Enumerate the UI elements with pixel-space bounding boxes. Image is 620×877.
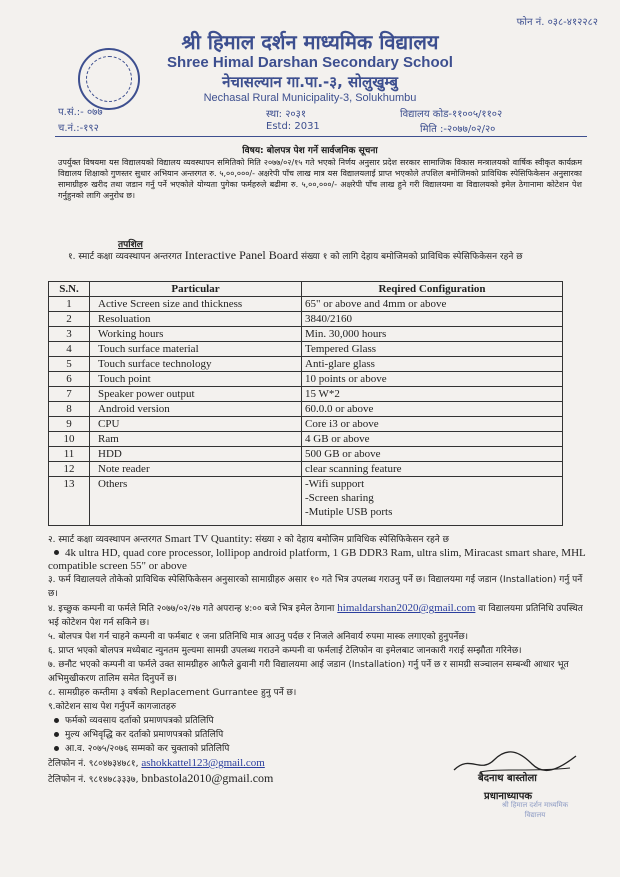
row-config: 60.0.0 or above	[302, 402, 563, 417]
established-en: Estd: 2031	[266, 121, 320, 132]
row-config: Core i3 or above	[302, 417, 563, 432]
row-particular: HDD	[90, 447, 302, 462]
item1-prefix: १. स्मार्ट कक्षा व्यवस्थापन अन्तरगत	[68, 252, 182, 262]
row-sn: 12	[49, 462, 90, 477]
note-4-text: ४. इच्छुक कम्पनी वा फर्मले मिति २०७७/०२/२७ गते अपरान्ह ४:०० बजे भित्र इमेल ठेगाना	[48, 604, 335, 614]
row-config: 10 points or above	[302, 372, 563, 387]
item1-suffix: संख्या १ को लागि देहाय बमोजिमको प्राविधिक स्पेसिफिकेसन रहने छ	[300, 252, 523, 262]
contact-1-phone: टेलिफोन नं. ९८०४७३४७८१,	[48, 759, 139, 769]
table-row	[49, 372, 563, 387]
list-item	[48, 728, 588, 742]
doc-item: आ.व. २०७५/२०७६ सम्मको कर चुक्ताको प्रतिलिपि	[65, 744, 230, 754]
row-config: 15 W*2	[302, 387, 563, 402]
contact-1-email-link[interactable]: ashokkattel123@gmail.com	[141, 757, 265, 769]
row-sn: 3	[49, 327, 90, 342]
bullet-icon	[54, 732, 59, 737]
row-particular: Ram	[90, 432, 302, 447]
school-stamp	[488, 800, 582, 830]
row-config: 4 GB or above	[302, 432, 563, 447]
school-name-ne: श्री हिमाल दर्शन माध्यमिक विद्यालय	[181, 30, 439, 54]
school-address-en: Nechasal Rural Municipality-3, Solukhumbu	[203, 92, 417, 104]
table-row	[49, 297, 563, 312]
table-row	[49, 327, 563, 342]
contact-2-phone: टेलिफोन नं. ९८१४७८३३३७,	[48, 775, 139, 785]
row-config: 500 GB or above	[302, 447, 563, 462]
row-config	[302, 477, 563, 526]
row-sn: 13	[49, 477, 90, 526]
row-particular: Speaker power output	[90, 387, 302, 402]
row-particular: Touch point	[90, 372, 302, 387]
table-row	[49, 432, 563, 447]
established-ne: स्था: २०३१	[266, 109, 307, 120]
stamp-line-2: विद्यालय	[524, 811, 546, 819]
table-row	[49, 447, 563, 462]
header-config: Reqired Configuration	[302, 282, 563, 297]
stamp-line-1: श्री हिमाल दर्शन माध्यमिक	[501, 801, 569, 809]
row-config: Min. 30,000 hours	[302, 327, 563, 342]
item1-description	[68, 248, 588, 264]
note-3: ३. फर्म विद्यालयले तोकेको प्राविधिक स्पेसिफिकेसन अनुसारको सामाग्रीहरु असार १० गते भित्र उपलब्ध गराउनु पर्ने छ। विद्यालयमा गई जडान (Installation) गर्नु पर्ने छ।	[48, 575, 583, 599]
table-row	[49, 312, 563, 327]
school-address-ne: नेचासल्यान गा.पा.-३, सोलुखुम्बु	[222, 73, 398, 91]
row-sn: 4	[49, 342, 90, 357]
note-2-spec	[48, 547, 588, 573]
config-line: -Wifi support	[305, 478, 365, 490]
note-4-rest: वा विद्यालयमा प्रतिनिधि उपस्थित भई कोटेशन पेश गर्न सकिने छ।	[48, 604, 583, 628]
row-sn: 5	[49, 357, 90, 372]
row-sn: 6	[49, 372, 90, 387]
notice-date: मिति :-२०७७/०२/२०	[420, 124, 496, 135]
note-5: ५. बोलपत्र पेश गर्न चाहने कम्पनी वा फर्मबाट १ जना प्रतिनिधि मात्र आउनु पर्दछ र निजले अनिवार्य रुपमा मास्क लगाएको हुनुपर्नेछ।	[48, 632, 469, 642]
row-particular: Resoluation	[90, 312, 302, 327]
row-particular: Working hours	[90, 327, 302, 342]
doc-item: मुल्य अभिवृद्धि कर दर्ताको प्रमाणपत्रको प्रतिलिपि	[65, 730, 224, 740]
details-heading: तपशिल	[118, 240, 143, 250]
table-row	[49, 402, 563, 417]
row-sn: 9	[49, 417, 90, 432]
note-4	[48, 601, 588, 630]
note-6: ६. प्राप्त भएको बोलपत्र मध्येबाट न्युनतम मुल्यमा सामग्री उपलब्ध गराउने कम्पनी वा फर्मलाई टेलिफोन वा इमेलबाट जानकारी गराई सम्झौता गरिनेछ।	[48, 646, 522, 656]
row-sn: 11	[49, 447, 90, 462]
note-2-prefix: २. स्मार्ट कक्षा व्यवस्थापन अन्तरगत	[48, 535, 162, 545]
row-particular: Active Screen size and thickness	[90, 297, 302, 312]
bullet-icon	[54, 550, 59, 555]
bullet-icon	[54, 746, 59, 751]
note-7: ७. छनौट भएको कम्पनी वा फर्मले उक्त सामग्रीहरु आफैले ढुवानी गरी विद्यालयमा आई जडान (Installation) गर्नु पर्ने छ र सामग्री सञ्चालन सम्बन्धी आधार भूत अभिमुखीकरण तालिम समेत दिनुपर्ने छ।	[48, 660, 569, 684]
row-config: Tempered Glass	[302, 342, 563, 357]
row-config: 65" or above and 4mm or above	[302, 297, 563, 312]
school-name-en: Shree Himal Darshan Secondary School	[167, 54, 453, 71]
row-sn: 2	[49, 312, 90, 327]
row-particular: Android version	[90, 402, 302, 417]
note-2-name: Smart TV Quantity:	[164, 533, 253, 545]
note-9: ९.कोटेशन साथ पेश गर्नुपर्ने कागजातहरु	[48, 702, 177, 712]
table-row	[49, 357, 563, 372]
letter-number: प.सं.:- ०७७	[58, 107, 103, 118]
header-particular: Particular	[90, 282, 302, 297]
row-particular: Touch surface material	[90, 342, 302, 357]
school-code: विद्यालय कोड-११००५/११०२	[400, 109, 503, 120]
bullet-icon	[54, 718, 59, 723]
item1-name: Interactive Panel Board	[184, 248, 299, 262]
school-phone: फोन नं. ०३८-४१२२८२	[516, 17, 598, 28]
contact-2-email[interactable]: bnbastola2010@gmail.com	[141, 771, 274, 785]
row-config: clear scanning feature	[302, 462, 563, 477]
row-particular: Note reader	[90, 462, 302, 477]
signatory-name: बैदनाथ बास्तोला	[478, 773, 537, 784]
header-divider	[55, 136, 587, 137]
table-row	[49, 477, 563, 526]
header-sn: S.N.	[49, 282, 90, 297]
row-sn: 8	[49, 402, 90, 417]
note-2	[48, 532, 588, 547]
doc-item: फर्मको व्यवसाय दर्ताको प्रमाणपत्रको प्रतिलिपि	[65, 716, 214, 726]
row-particular: Touch surface technology	[90, 357, 302, 372]
school-email-link[interactable]: himaldarshan2020@gmail.com	[337, 602, 476, 614]
note-2-suffix: संख्या २ को देहाय बमोजिम प्राविधिक स्पेसिफिकेसन रहने छ	[255, 535, 449, 545]
table-row	[49, 462, 563, 477]
note-2-spec-text: 4k ultra HD, quad core processor, lollipop android platform, 1 GB DDR3 Ram, ultra slim, Miracast smart share, MHL compatible screen 55" or above	[48, 547, 586, 572]
row-config: Anti-glare glass	[302, 357, 563, 372]
note-8: ८. सामग्रीहरु कम्तीमा ३ वर्षको Replacement Gurrantee हुनु पर्ने छ।	[48, 688, 297, 698]
row-config: 3840/2160	[302, 312, 563, 327]
row-sn: 10	[49, 432, 90, 447]
config-line: -Mutiple USB ports	[305, 506, 393, 518]
table-header-row	[49, 282, 563, 297]
row-particular: CPU	[90, 417, 302, 432]
spec-table	[48, 281, 563, 526]
table-row	[49, 342, 563, 357]
config-line: -Screen sharing	[305, 492, 374, 504]
row-particular: Others	[90, 477, 302, 526]
table-row	[49, 387, 563, 402]
row-sn: 1	[49, 297, 90, 312]
signatory-title: प्रधानाध्यापक	[484, 791, 533, 802]
table-row	[49, 417, 563, 432]
notice-intro: उपर्युक्त विषयमा यस विद्यालयको विद्यालय व्यवस्थापन समितिको मिति २०७७/०२/१५ गते भएको निर्णय अनुसार प्रदेश सरकार सामाजिक विकास मन्त्रालयको वार्षिक स्वीकृत कार्यक्रम विद्यालय शिक्षाको गुणस्तर सुधार अभियान अन्तरगत रु. ५,००,०००/- अक्षरेपी पाँच लाख मात्र यस विद्यालयलाई प्राप्त भएकोले तपशिल बमोजिमको प्राविधिक स्पेसिफिकेसन अनुसारका सामाग्रीहरु खरीद तथा जडान गर्नु पर्ने भएकोले योग्यता पुगेका फर्महरुले बढीमा रु. ५,००,०००/- अक्षरेपी पाँच लाख हुने गरी विद्यालयमा वा विद्यालयको इमेल ठेगानामा कोटेशन पेश गर्नुहुनको लागि अनुरोध छ।	[58, 158, 582, 200]
list-item	[48, 714, 588, 728]
dispatch-number: च.नं.:-१९२	[58, 123, 99, 134]
notice-subject: विषय: बोलपत्र पेश गर्ने सार्वजनिक सूचना	[242, 146, 378, 156]
row-sn: 7	[49, 387, 90, 402]
